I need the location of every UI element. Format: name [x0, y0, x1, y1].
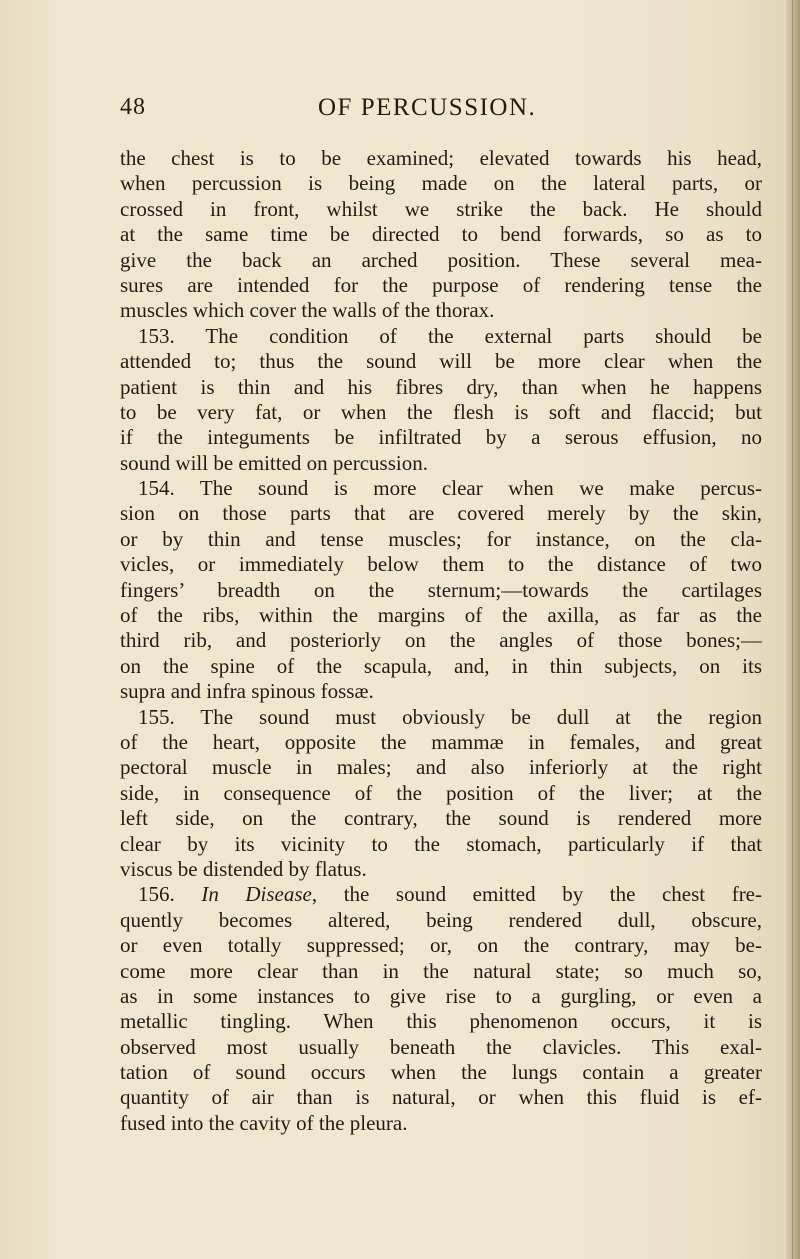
text-line: of the heart, opposite the mammæ in females, and great — [120, 729, 762, 754]
text-line: muscles which cover the walls of the thorax. — [120, 298, 495, 323]
text-line: when percussion is being made on the lateral parts, or — [120, 171, 762, 196]
text-line: left side, on the contrary, the sound is rendered more — [120, 806, 762, 831]
text-line: 154. The sound is more clear when we make percus- — [138, 476, 762, 501]
page-edge-shadow — [786, 0, 800, 1259]
text-line: fingers’ breadth on the sternum;—towards the cartilages — [120, 577, 762, 602]
text-line: sures are intended for the purpose of rendering tense the — [120, 272, 762, 297]
text-line: the chest is to be examined; elevated towards his head, — [120, 146, 762, 170]
text-line: come more clear than in the natural state; so much so, — [120, 958, 762, 983]
text-line: 156. In Disease, the sound emitted by the chest fre- — [138, 882, 762, 907]
text-line: side, in consequence of the position of the liver; at the — [120, 780, 762, 805]
page-number: 48 — [120, 94, 146, 120]
text-line: clear by its vicinity to the stomach, particularly if that — [120, 831, 762, 856]
text-line: if the integuments be infiltrated by a serous effusion, no — [120, 425, 762, 450]
text-line: fused into the cavity of the pleura. — [120, 1110, 408, 1135]
text-line: vicles, or immediately below them to the distance of two — [120, 552, 762, 577]
text-line: quantity of air than is natural, or when this fluid is ef- — [120, 1085, 762, 1110]
italic-phrase: In Disease — [201, 882, 312, 907]
text-line: tation of sound occurs when the lungs contain a greater — [120, 1060, 762, 1085]
text-line: to be very fat, or when the flesh is soft and flaccid; but — [120, 399, 762, 424]
text-line: attended to; thus the sound will be more clear when the — [120, 349, 762, 374]
text-line: third rib, and posteriorly on the angles of those bones;— — [120, 628, 762, 653]
text-line: on the spine of the scapula, and, in thin subjects, on its — [120, 653, 762, 678]
running-head: OF PERCUSSION. — [318, 94, 537, 121]
text-line: patient is thin and his fibres dry, than when he happens — [120, 374, 762, 399]
text-line: give the back an arched position. These several mea- — [120, 247, 762, 272]
text-line: observed most usually beneath the clavicles. This exal- — [120, 1034, 762, 1059]
text-line: pectoral muscle in males; and also inferiorly at the right — [120, 755, 762, 780]
text-line: as in some instances to give rise to a gurgling, or even a — [120, 983, 762, 1008]
text-line: or by thin and tense muscles; for instance, on the cla- — [120, 526, 762, 551]
text-line: viscus be distended by flatus. — [120, 856, 367, 881]
body-text — [120, 146, 762, 1136]
text-line: sion on those parts that are covered merely by the skin, — [120, 501, 762, 526]
text-line: or even totally suppressed; or, on the contrary, may be- — [120, 933, 762, 958]
text-line: metallic tingling. When this phenomenon occurs, it is — [120, 1009, 762, 1034]
text-line: sound will be emitted on percussion. — [120, 450, 428, 475]
text-line: of the ribs, within the margins of the axilla, as far as the — [120, 603, 762, 628]
text-line: supra and infra spinous fossæ. — [120, 679, 374, 704]
text-line: quently becomes altered, being rendered dull, obscure, — [120, 907, 762, 932]
text-line: 155. The sound must obviously be dull at the region — [138, 704, 762, 729]
text-line: at the same time be directed to bend forwards, so as to — [120, 222, 762, 247]
page-header — [120, 94, 760, 134]
page-edge-line — [792, 0, 793, 1259]
text-line: crossed in front, whilst we strike the back. He should — [120, 196, 762, 221]
text-line: 153. The condition of the external parts should be — [138, 323, 762, 348]
